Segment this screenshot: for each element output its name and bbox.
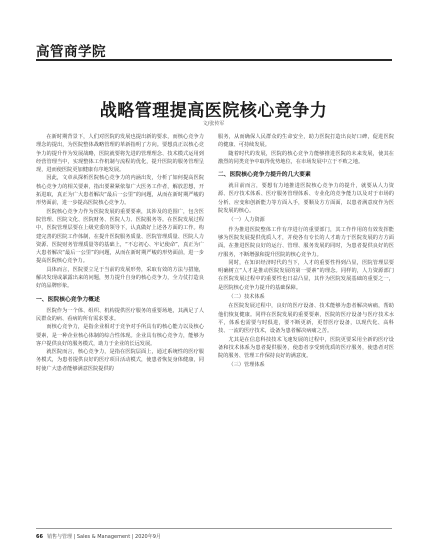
paragraph: 作为推进医院整体工作有序进行的重要部门，其工作作用的有效发挥能够为医院发展提供优质人才，并使各有专长的人才助力于医院发展的方方面面。在推进医院良好的运行、管理、服务发展的同时，为患者提供良好的医疗服务，不断增强和提升医院的核心竞争力。 — [218, 226, 394, 258]
paragraph: 具体而言，医院要立足于当前的发展形势，采取有效的方法与措施，解决发现或暴露出来的问题，努力提升自身的核心竞争力，全力仗打造良好的品牌形象。 — [36, 266, 204, 290]
footer-text: 销售与管理 | Sales & Management | 2020年9月 — [46, 534, 161, 540]
paragraph: 就医院而言，核心竞争力，是指在医院层面上，通过系统性的医疗服务模式，为患者提供良好的医疗项目活动模式，使患者恢复身体健康，同时使广大患者能够满意医院提供的 — [36, 349, 204, 372]
paragraph: 医院核心竞争力作为医院发展的重要要素，其涉及的范围广，包含医院管理、医院文化、医院财务、医院人力、医院服务等。在医院发展过程中，医院管理层要在上级党委的领导下，认真做好上述各方面的工作。构建完善的医院工作体制，在提升医院服务质量、医院管理质量、医院人力资源、医院财务管理质量等的基础上，“不忘初心、牢记使命”，真正为广大患者解决“最后一公里”的问题，从而在新时期严峻的形势面前，进一步提高医院核心竞争力。 — [36, 208, 204, 265]
paragraph: 尤其是在信息科技技术飞速发展的过程中，医院更要采用全新的医疗设备和技术体系为患者提供服务，使患者享受到优质的医疗服务，使患者对医院的服务、管理工作保持良好的满意度。 — [218, 336, 394, 360]
paragraph: 服务，从而确保人民群众的生命安全，助力医院打造出良好口碑，促进医院的健康、可持续发展。 — [218, 134, 394, 149]
subsection-heading: （一）人力资源 — [228, 217, 265, 224]
paragraph: 医院作为一个体、组织、机构提供医疗服务的重要场地，其满足了人民群众的病、看病的所有需求要求。 — [36, 307, 204, 322]
article-title: 战略管理提高医院核心竞争力 — [99, 101, 328, 121]
paragraph: 因此，文章从探析医院核心竞争力的内涵出发，分析了如何提高医院核心竞争力的相关要素，指出要紧紧依靠广大医务工作者，解放思想，开拓进取，真正为广大患者解决“最后一公里”的问题，从而在新时期严峻的形势面前，进一步提高医院核心竞争力。 — [36, 175, 204, 207]
right-column — [218, 133, 394, 371]
paragraph: 而核心竞争力，是指企业相对于竞争对手所具有的核心能力以及核心要素，是一种企业核心体制的综合性体现。企业具有核心竞争力，能够为客户提供良好的服务模式，助力于企业的长远发展。 — [36, 324, 204, 347]
author-byline: 文/张传军 — [202, 121, 225, 127]
section-heading: 一、医院核心竞争力概述 — [36, 296, 100, 303]
section-heading: 二、医院核心竞争力提升的几大要素 — [218, 172, 311, 179]
paragraph: 在医院发展过程中，良好的医疗设备、技术能够为患者解决病痛，帮助他们恢复健康。同样在医院发展的重要要素，医院的医疗设备与医疗技术水平，体系也需要与时俱进，要不断更新，更替医疗设备，以现代化、高科技、一流的医疗技术，设备为患者解决病痛之苦。 — [218, 303, 394, 335]
section-header: 高管商学院 — [36, 44, 106, 60]
subsection-heading: （二）技术体系 — [228, 294, 265, 301]
page-footer — [36, 533, 161, 540]
paragraph: 就目前而言，要想有力地推进医院核心竞争力的提升，就要从人力资源、医疗技术体系、医疗服务管理体系、专业化的竞争能力以及对于市场的分析、应变和创新能力等方面入手，要顺及方方面面，以患者满意度作为医院发展的核心。 — [218, 183, 394, 215]
page-number: 66 — [36, 534, 43, 540]
header-divider — [36, 59, 392, 61]
paragraph: 同时，在知识经济时代的当下，人才的重要性得到凸显，医院管理层要明确树立“人才是推动医院发展的第一要素”的理念。同样的，人力资源部门在医院发展过程中的重要性也日益凸显，其作为医院发展基础的重要之一，是医院核心竞争力提升的基础保障。 — [218, 259, 394, 291]
paragraph: 在新时期背景下，人们对医院的发展也提出新的要求，而核心竞争力理念的提出，为医院整体战略管理的革新指明了方向。要想真正以核心竞争力的提升作为发展战略，医院就要将先进的管理理念、技术模式运用到经营管理当中，实现整体工作机制与流程的优化，提升医院的服务管理呈现，进而使医院更加健康有序地发展。 — [36, 134, 204, 174]
paragraph: 随着时代的发展，医院的核心竞争力能够推进医院的未来发展，使其在激烈的同类竞争中取得优势地位，在市场发展中立于不败之地。 — [218, 150, 394, 165]
footer-divider — [36, 528, 392, 529]
left-column — [36, 133, 204, 373]
subsection-heading: （三）管理体系 — [228, 362, 265, 369]
